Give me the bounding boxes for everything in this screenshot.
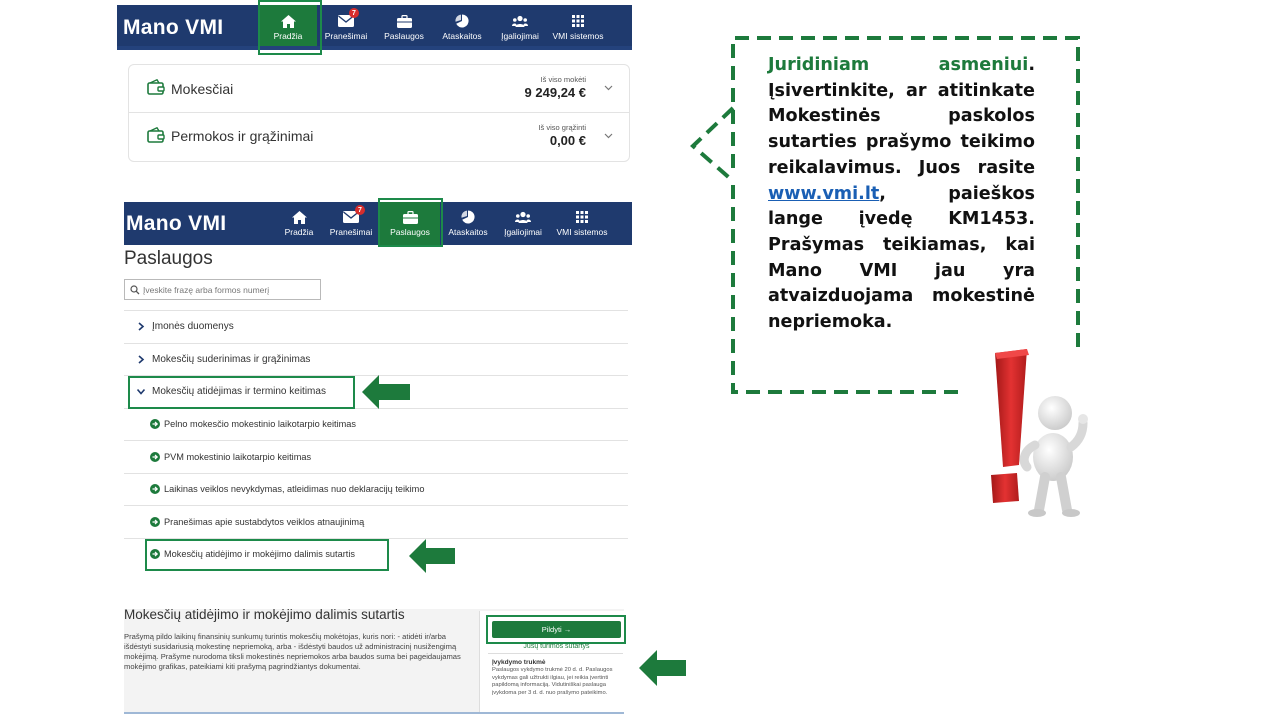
nav-item-label: Pradžia — [284, 227, 314, 237]
chevron-down-icon[interactable] — [604, 83, 613, 92]
briefcase-icon — [396, 14, 412, 28]
chevron-down-icon[interactable] — [604, 131, 613, 140]
home-icon — [291, 210, 307, 224]
arrow-circle-icon — [150, 419, 160, 429]
notification-badge: 7 — [355, 205, 365, 215]
divider — [488, 653, 623, 654]
search-input[interactable] — [124, 279, 321, 300]
callout-text-part: , paieškos lange įvedę KM1453. Prašymas teikiamas, kai Mano VMI jau yra atvaizduojama mokestinė nepriemoka. — [768, 183, 1035, 333]
users-icon — [515, 210, 531, 224]
search-placeholder: Įveskite frazę arba formos numerį — [143, 284, 270, 295]
taxes-row[interactable] — [129, 65, 629, 112]
pie-chart-icon — [454, 14, 470, 28]
exclamation-figure-icon — [955, 345, 1115, 520]
nav-item-label: Ataskaitos — [448, 227, 488, 237]
notification-badge: 7 — [349, 8, 359, 18]
highlight-frame-home — [258, 0, 322, 55]
vmi-link[interactable]: www.vmi.lt — [768, 183, 880, 204]
contract-description: Prašymą pildo laikinų finansinių sunkumų turintis mokesčių mokėtojas, kuris nori: - atidėti ir/arba išdėstyti susidariusią mokestinę nepriemoką, arba - išdėstyti baudos už administracinį nusižengimą mokėjimą. Prašyme nurodoma tiksli mokestinės nepriemokos arba baudos suma bei pageidaujamas mokėjimo grafikas, pateikiami kiti prašymą pagrindžiantys dokumentai. — [124, 632, 461, 672]
category-tax-reconciliation[interactable] — [124, 343, 628, 376]
service-activity-resumption[interactable] — [124, 505, 628, 538]
row-amount: 0,00 € — [549, 133, 586, 148]
nav-item-services[interactable] — [375, 5, 433, 50]
green-arrow-icon — [639, 650, 687, 686]
nav-item-label: Pradžia — [273, 31, 303, 41]
category-company-data[interactable] — [124, 310, 628, 343]
your-contracts-link[interactable]: Jūsų turimos sutartys — [523, 643, 590, 650]
refunds-row[interactable] — [129, 112, 629, 159]
brand-logo[interactable]: Mano VMI — [123, 15, 224, 39]
nav-item-authorizations[interactable] — [496, 202, 550, 245]
highlight-frame-deferral — [128, 376, 355, 409]
contract-title: Mokesčių atidėjimo ir mokėjimo dalimis sutartis — [124, 607, 405, 622]
duration-title: Įvykdymo trukmė — [492, 659, 546, 666]
service-label: Mokesčių atidėjimo ir mokėjimo dalimis sutartis — [164, 549, 355, 560]
navbar-underline — [117, 46, 632, 50]
row-label: Permokos ir grąžinimai — [171, 128, 314, 144]
callout-text — [768, 53, 1035, 336]
service-temporary-inactivity[interactable] — [124, 473, 628, 506]
service-label: PVM mokestinio laikotarpio keitimas — [164, 451, 312, 462]
nav-item-reports[interactable] — [433, 5, 491, 50]
brand-logo[interactable]: Mano VMI — [126, 211, 227, 235]
highlight-frame-contract — [145, 539, 389, 571]
search-icon — [130, 285, 140, 295]
category-label: Įmonės duomenys — [152, 321, 234, 333]
wallet-icon — [147, 127, 165, 143]
nav-item-messages[interactable] — [317, 5, 375, 50]
nav-item-label: Ataskaitos — [442, 31, 482, 41]
nav-item-messages[interactable] — [322, 202, 380, 245]
nav-item-label: Paslaugos — [384, 31, 424, 41]
pie-chart-icon — [460, 210, 476, 224]
nav-item-label: VMI sistemos — [552, 31, 604, 41]
wallet-icon — [147, 79, 165, 95]
row-caption: Iš viso grąžinti — [538, 123, 586, 132]
services-list — [124, 310, 628, 570]
service-label: Laikinas veiklos nevykdymas, atleidimas nuo deklaracijų teikimo — [164, 484, 425, 495]
callout-accent: Juridiniam asmeniui — [768, 55, 1029, 75]
service-label: Pranešimas apie sustabdytos veiklos atnaujinimą — [164, 516, 365, 527]
nav-item-label: Paslaugos — [390, 227, 430, 237]
grid-icon — [570, 14, 586, 28]
nav-item-label: Pranešimai — [324, 31, 368, 41]
nav-item-authorizations[interactable] — [491, 5, 549, 50]
navbar-top — [117, 5, 632, 50]
highlight-frame-fill — [486, 615, 626, 644]
callout-text-part: . Įsivertinkite, ar atitinkate Mokestinės paskolos sutarties prašymo teikimo reikalavimus. Juos rasite — [768, 55, 1035, 178]
grid-icon — [574, 210, 590, 224]
divider — [124, 712, 624, 714]
nav-item-vmi-systems[interactable] — [550, 202, 614, 245]
duration-text: Paslaugos vykdymo trukmė 20 d. d. Paslaugos vykdymas gali užtrukti ilgiau, jei reikia įvertinti papildomą informaciją. Vidutiniškai paslauga įvykdoma per 3 d. d. nuo prašymo pateikimo. — [492, 667, 613, 696]
nav-item-label: VMI sistemos — [556, 227, 608, 237]
service-label: Pelno mokesčio mokestinio laikotarpio keitimas — [164, 419, 356, 430]
fill-button[interactable]: Pildyti → — [492, 621, 621, 638]
service-profit-tax-period[interactable] — [124, 408, 628, 441]
row-caption: Iš viso mokėti — [540, 75, 586, 84]
nav-item-label: Pranešimai — [329, 227, 373, 237]
nav-item-vmi-systems[interactable] — [549, 5, 607, 50]
tax-summary-card — [128, 64, 630, 162]
category-label: Mokesčių suderinimas ir grąžinimas — [152, 353, 311, 365]
nav-item-reports[interactable] — [440, 202, 496, 245]
page-title: Paslaugos — [124, 248, 213, 269]
arrow-circle-icon — [150, 484, 160, 494]
chevron-right-icon — [137, 355, 145, 364]
highlight-frame-services — [378, 198, 443, 247]
category-label: Mokesčių atidėjimas ir termino keitimas — [152, 386, 326, 398]
row-amount: 9 249,24 € — [524, 85, 586, 100]
nav-item-home[interactable] — [276, 202, 322, 245]
green-arrow-icon — [362, 375, 411, 409]
arrow-circle-icon — [150, 452, 160, 462]
green-arrow-icon — [409, 539, 456, 573]
users-icon — [512, 14, 528, 28]
service-vat-period[interactable] — [124, 440, 628, 473]
nav-item-label: Įgaliojimai — [504, 227, 542, 237]
row-label: Mokesčiai — [171, 80, 234, 97]
arrow-circle-icon — [150, 517, 160, 527]
nav-item-label: Įgaliojimai — [501, 31, 539, 41]
chevron-right-icon — [137, 322, 145, 331]
